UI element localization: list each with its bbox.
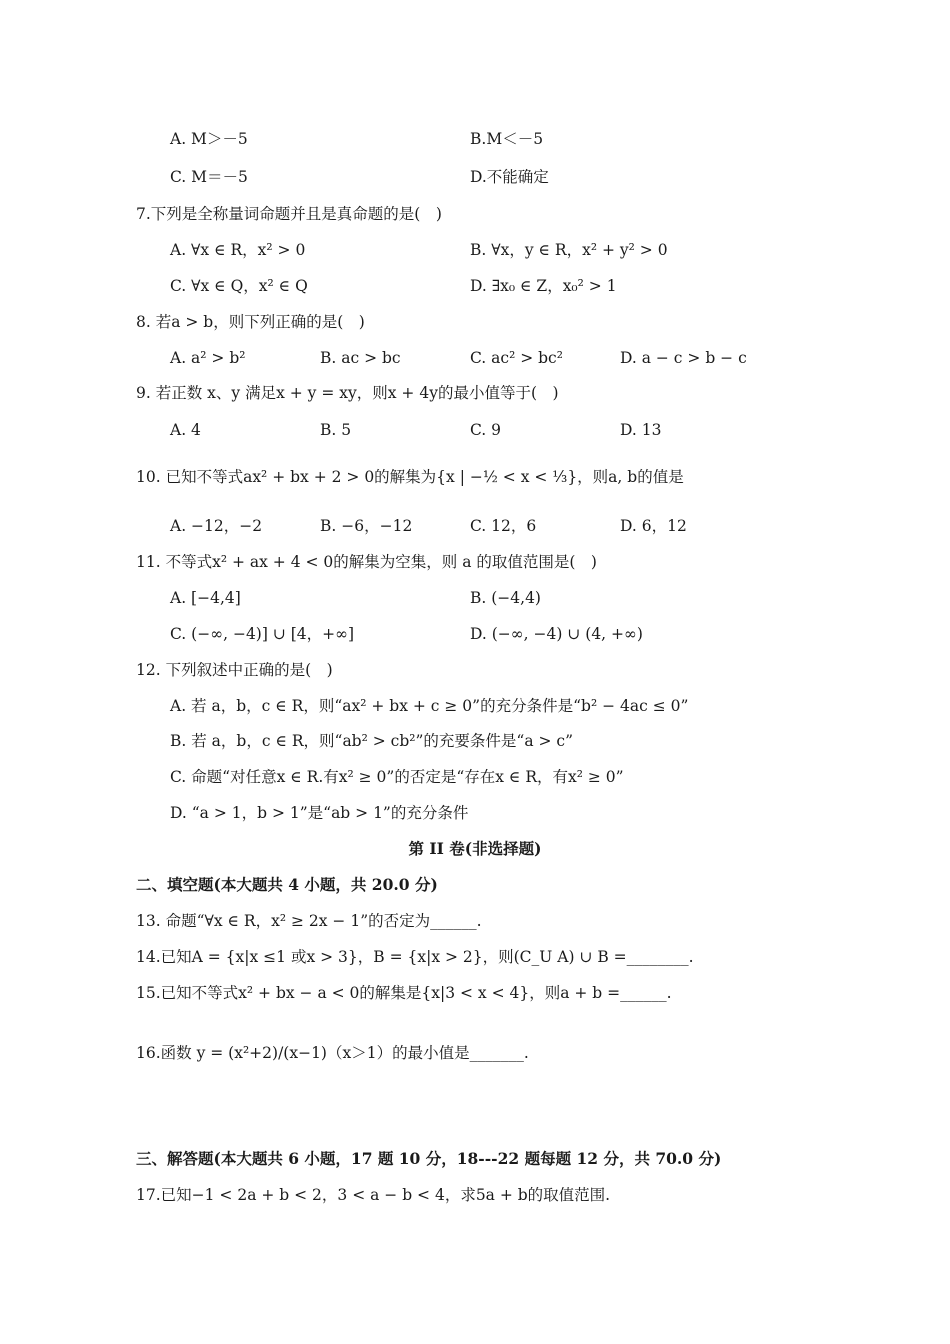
q8-stem: 8. 若a > b，则下列正确的是( ) (136, 313, 365, 331)
q10-stem: 10. 已知不等式ax² + bx + 2 > 0的解集为{x | −½ < x < ⅓}，则a, b的值是 (136, 468, 684, 486)
q6-option-a: A. M＞－5 (170, 130, 248, 148)
q11-option-d: D. (−∞, −4) ∪ (4, +∞) (470, 625, 643, 643)
q11-stem: 11. 不等式x² + ax + 4 < 0的解集为空集，则 a 的取值范围是( ) (136, 553, 597, 571)
q12-option-d: D. “a > 1，b > 1”是“ab > 1”的充分条件 (170, 804, 469, 822)
q8-option-a: A. a² > b² (170, 349, 246, 367)
q11-option-b: B. (−4,4) (470, 589, 541, 607)
q6-option-c: C. M＝－5 (170, 168, 248, 186)
q8-option-d: D. a − c > b − c (620, 349, 747, 367)
q8-option-b: B. ac > bc (320, 349, 401, 367)
q9-stem: 9. 若正数 x、y 满足x + y = xy，则x + 4y的最小值等于( ) (136, 384, 559, 402)
q10-option-c: C. 12，6 (470, 517, 537, 535)
q9-option-d: D. 13 (620, 421, 662, 439)
q15: 15.已知不等式x² + bx − a < 0的解集是{x|3 < x < 4}，则a + b =______. (136, 984, 672, 1002)
q6-option-d: D.不能确定 (470, 168, 549, 186)
q17: 17.已知−1 < 2a + b < 2，3 < a − b < 4，求5a + b的取值范围. (136, 1186, 611, 1204)
q8-option-c: C. ac² > bc² (470, 349, 563, 367)
q7-stem: 7.下列是全称量词命题并且是真命题的是( ) (136, 205, 442, 223)
q14: 14.已知A = {x|x ≤1 或x > 3}，B = {x|x > 2}，则(C_U A) ∪ B =________. (136, 948, 694, 966)
q11-option-c: C. (−∞, −4)] ∪ [4，+∞] (170, 625, 355, 643)
q12-option-b: B. 若 a，b，c ∈ R，则“ab² > cb²”的充要条件是“a > c” (170, 732, 574, 750)
q9-option-b: B. 5 (320, 421, 352, 439)
q6-option-b: B.M＜－5 (470, 130, 544, 148)
q7-option-b: B. ∀x，y ∈ R，x² + y² > 0 (470, 241, 668, 259)
q7-option-d: D. ∃x₀ ∈ Z，x₀² > 1 (470, 277, 617, 295)
section2-title: 二、填空题(本大题共 4 小题，共 20.0 分) (136, 875, 438, 894)
q12-option-c: C. 命题“对任意x ∈ R.有x² ≥ 0”的否定是“存在x ∈ R，有x² ≥ 0” (170, 768, 624, 786)
q16: 16.函数 y = (x²+2)/(x−1)（x＞1）的最小值是_______. (136, 1044, 529, 1062)
q9-option-a: A. 4 (170, 421, 201, 439)
q10-option-b: B. −6，−12 (320, 517, 413, 535)
q10-option-d: D. 6，12 (620, 517, 687, 535)
q12-stem: 12. 下列叙述中正确的是( ) (136, 661, 333, 679)
q11-option-a: A. [−4,4] (170, 589, 241, 607)
q13: 13. 命题“∀x ∈ R，x² ≥ 2x − 1”的否定为______. (136, 912, 482, 930)
section3-title: 三、解答题(本大题共 6 小题，17 题 10 分，18---22 题每题 12 分，共 70.0 分) (136, 1149, 722, 1168)
q12-option-a: A. 若 a，b，c ∈ R，则“ax² + bx + c ≥ 0”的充分条件是“b² − 4ac ≤ 0” (170, 697, 689, 715)
q7-option-c: C. ∀x ∈ Q，x² ∈ Q (170, 277, 308, 295)
q10-option-a: A. −12，−2 (170, 517, 263, 535)
q9-option-c: C. 9 (470, 421, 502, 439)
volume2-title: 第 II 卷(非选择题) (408, 839, 542, 858)
q7-option-a: A. ∀x ∈ R，x² > 0 (170, 241, 306, 259)
